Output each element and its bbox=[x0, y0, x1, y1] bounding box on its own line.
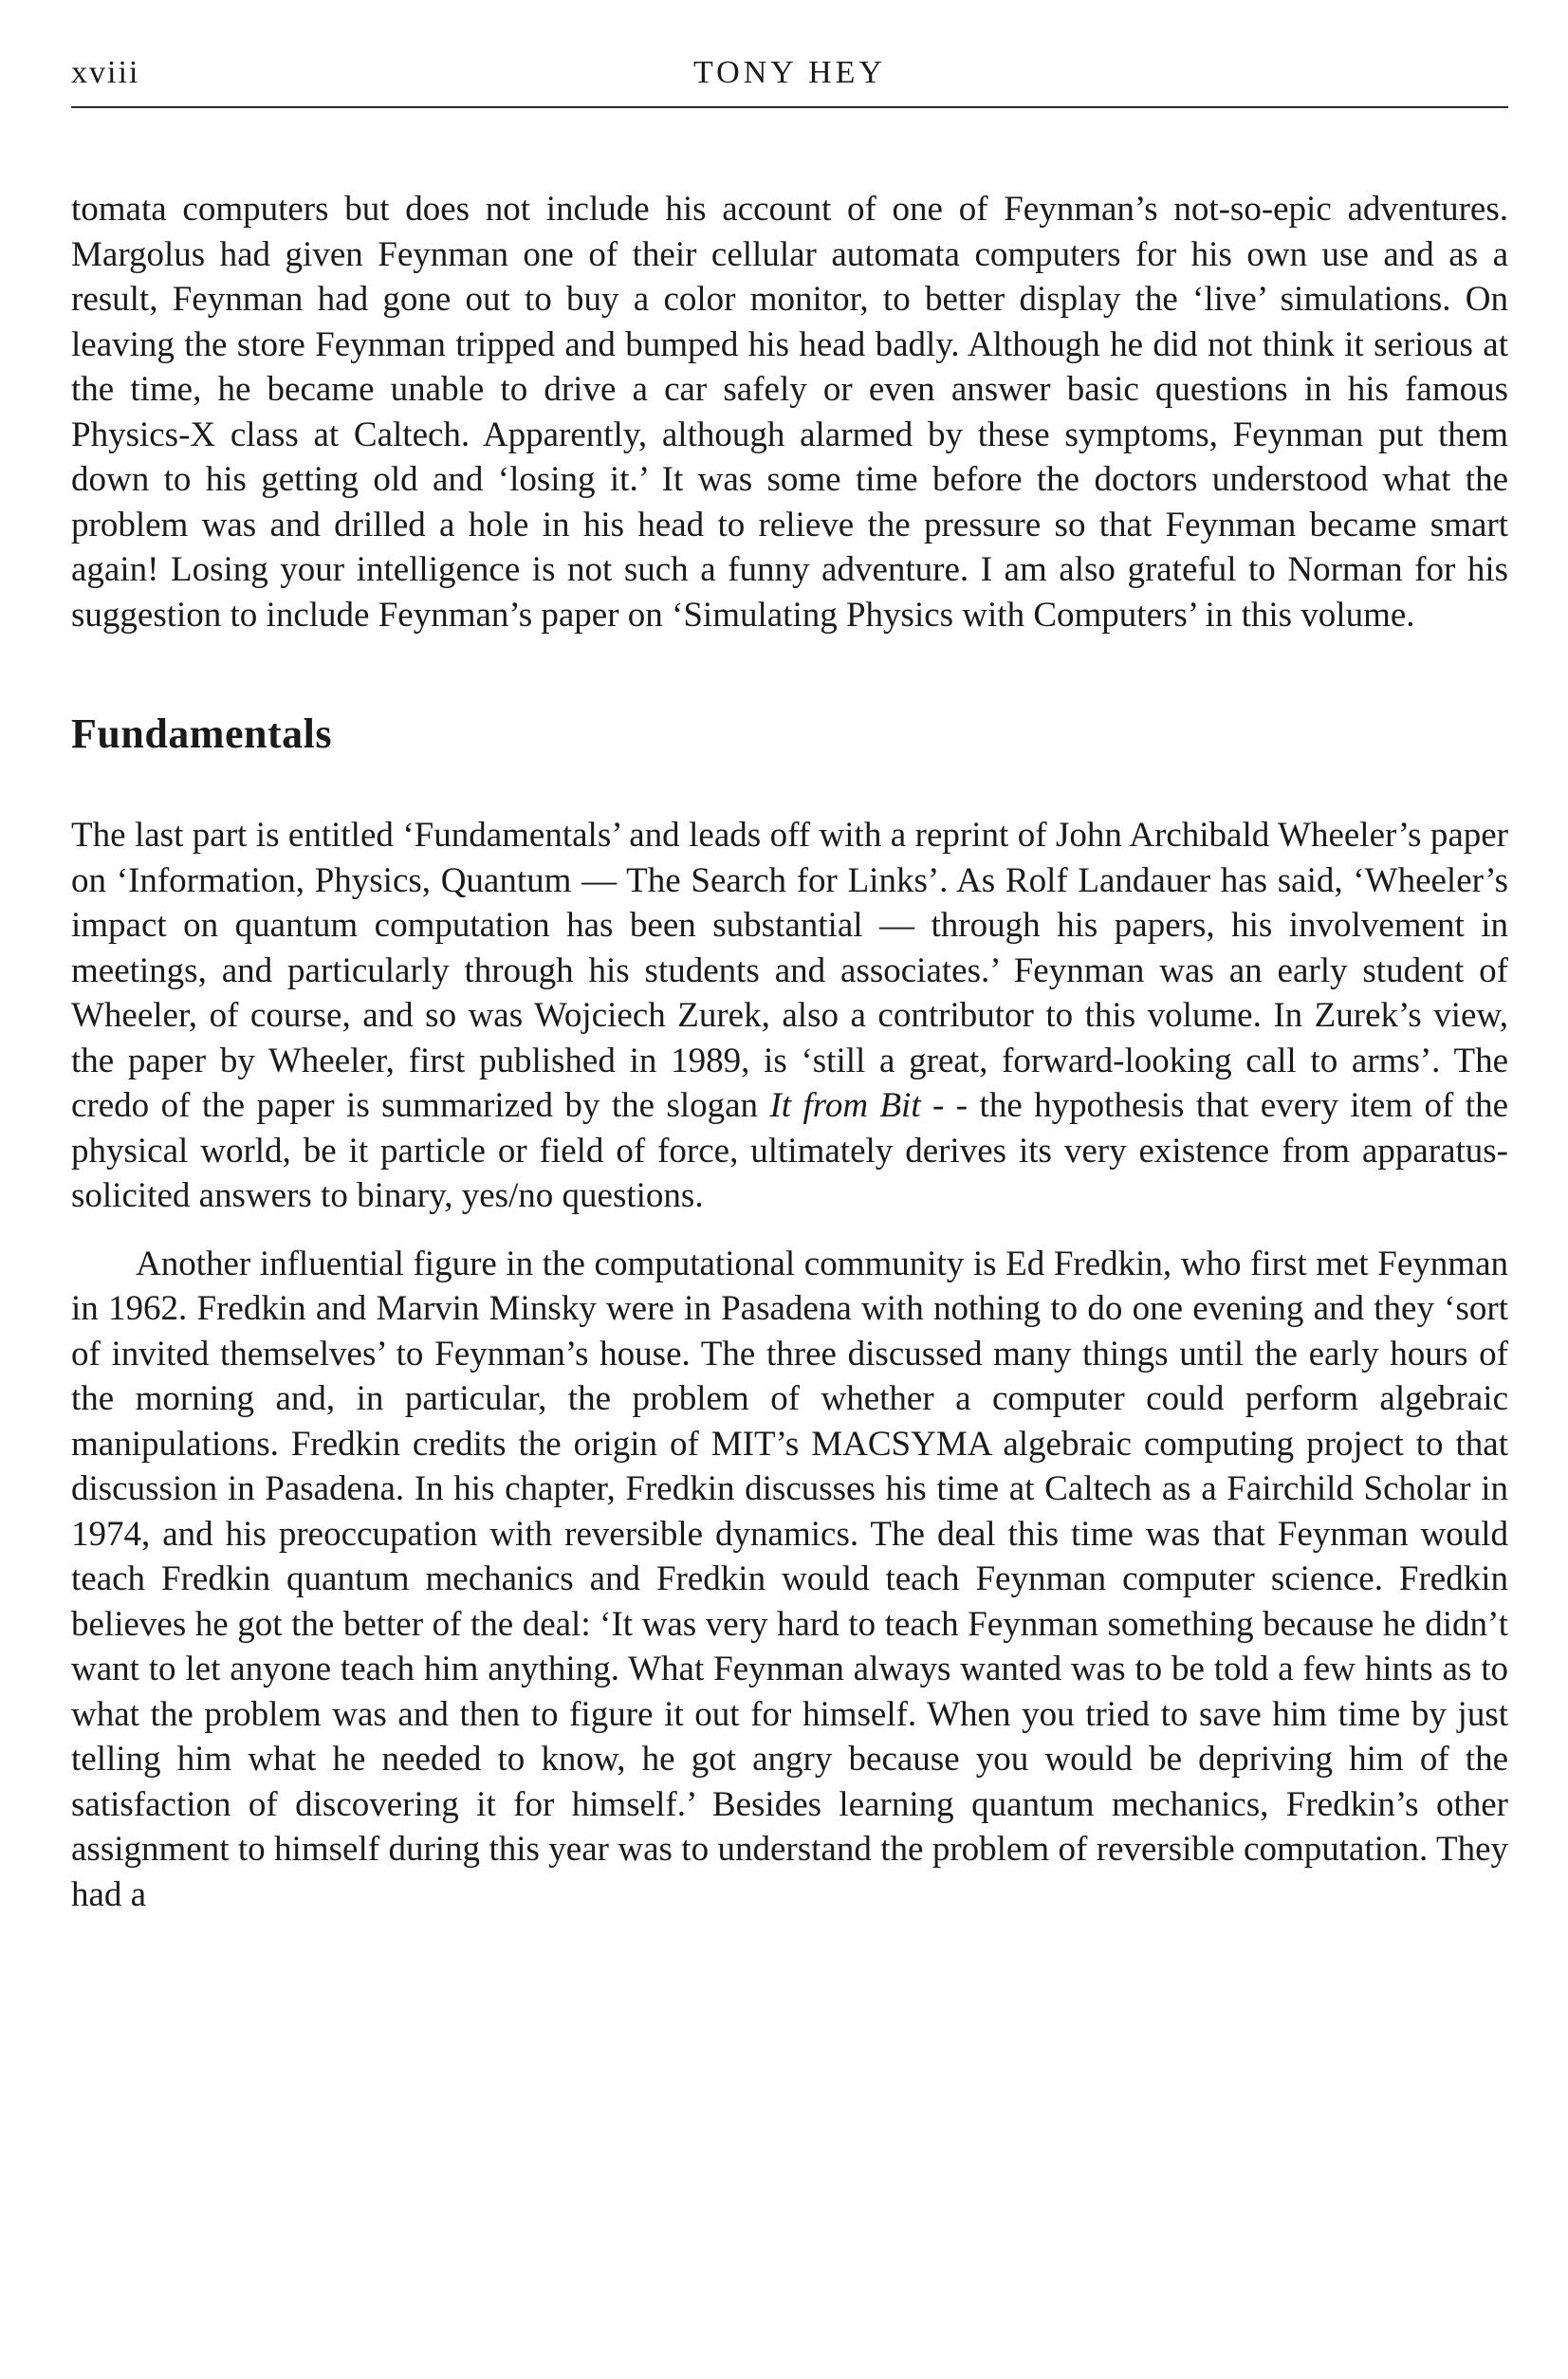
slogan-it-from-bit: It from Bit bbox=[769, 1086, 921, 1125]
running-head-title: TONY HEY bbox=[693, 55, 886, 90]
section-heading-fundamentals: Fundamentals bbox=[71, 710, 332, 757]
paragraph-text: - - the hypothesis that every item of the physical world, be it particle or field of force, ultimately derives its very existence from apparatus-solicited answers to binary, yes/no questions. bbox=[71, 1086, 1508, 1215]
fundamentals-paragraph bbox=[71, 813, 1508, 1219]
fredkin-paragraph: Another influential figure in the computational community is Ed Fredkin, who first met Feynman in 1962. Fredkin and Marvin Minsky were in Pasadena with nothing to do one evening and they ‘sort of invited themselves’ to Feynman’s house. The three discussed many things until the early hours of the morning and, in particular, the problem of whether a computer could perform algebraic manipulations. Fredkin credits the origin of MIT’s MACSYMA algebraic computing project to that discussion in Pasadena. In his chapter, Fredkin discusses his time at Caltech as a Fairchild Scholar in 1974, and his preoccupation with reversible dynamics. The deal this time was that Feynman would teach Fredkin quantum mechanics and Fredkin would teach Feynman computer science. Fredkin believes he got the better of the deal: ‘It was very hard to teach Feynman something because he didn’t want to let anyone teach him anything. What Feynman always wanted was to be told a few hints as to what the problem was and then to figure it out for himself. When you tried to save him time by just telling him what he needed to know, he got angry because you would be depriving him of the satisfaction of discovering it for himself.’ Besides learning quantum mechanics, Fredkin’s other assignment to himself during this year was to understand the problem of reversible computation. They had a bbox=[71, 1244, 1508, 1914]
running-head bbox=[71, 55, 1508, 108]
book-page bbox=[71, 55, 1508, 1917]
page-number: xviii bbox=[71, 55, 140, 90]
paragraph-text: The last part is entitled ‘Fundamentals’ and leads off with a reprint of John Archibald Wheeler’s paper on ‘Information, Physics, Quantum — The Search for Links’. As Rolf Landauer has said, ‘Wheeler’s impact on quantum computation has been substantial — through his papers, his involvement in meetings, and particularly through his students and associates.’ Feynman was an early student of Wheeler, of course, and so was Wojciech Zurek, also a contributor to this volume. In Zurek’s view, the paper by Wheeler, first published in 1989, is ‘still a great, forward-looking call to arms’. The credo of the paper is summarized by the slogan bbox=[71, 816, 1508, 1125]
intro-paragraph: tomata computers but does not include his account of one of Feynman’s not-so-epic adventures. Margolus had given Feynman one of their cellular automata computers for his own use and as a result, Feynman had gone out to buy a color monitor, to better display the ‘live’ simulations. On leaving the store Feynman tripped and bumped his head badly. Although he did not think it serious at the time, he became unable to drive a car safely or even answer basic questions in his famous Physics-X class at Caltech. Apparently, although alarmed by these symptoms, Feynman put them down to his getting old and ‘losing it.’ It was some time before the doctors understood what the problem was and drilled a hole in his head to relieve the pressure so that Feynman became smart again! Losing your intelligence is not such a funny adventure. I am also grateful to Norman for his suggestion to include Feynman’s paper on ‘Simulating Physics with Computers’ in this volume. bbox=[71, 190, 1508, 635]
